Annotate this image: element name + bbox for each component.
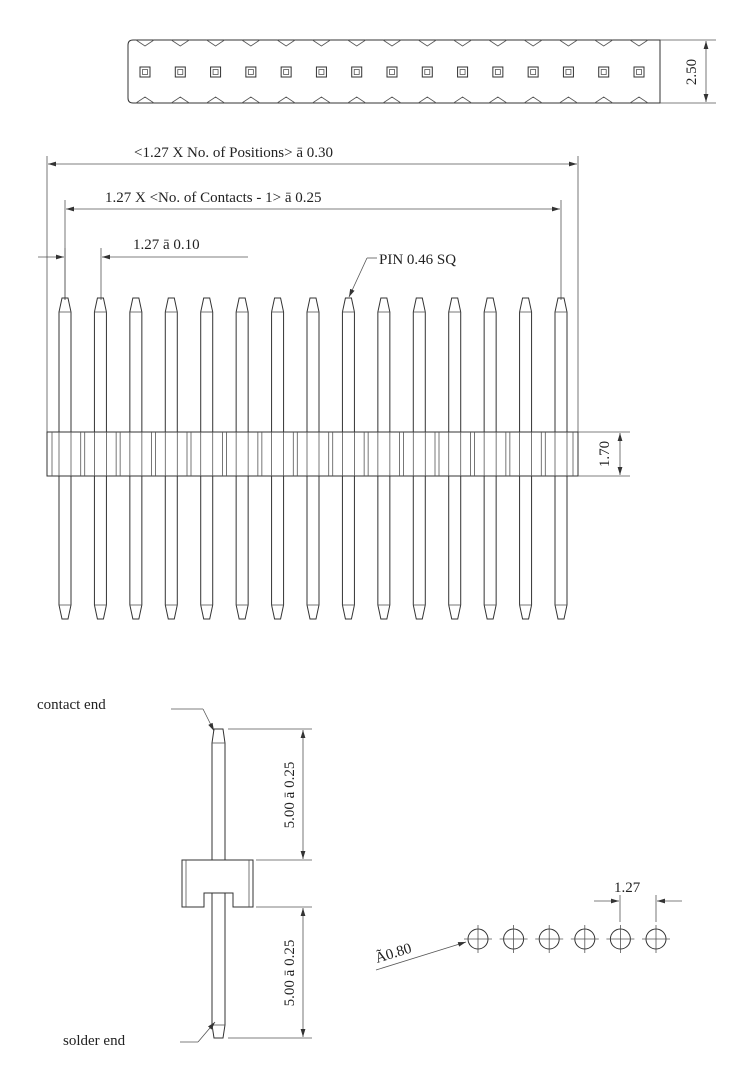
pin-upper (272, 298, 284, 432)
top-pin-square (634, 67, 644, 77)
front-view-pins (59, 298, 567, 619)
pin-lower (484, 476, 496, 619)
hole-pitch-label: 1.27 (614, 880, 641, 896)
top-pin-square-inner (284, 70, 289, 75)
top-pin-square (387, 67, 397, 77)
dimension-overall-length-label: <1.27 X No. of Positions> ā 0.30 (134, 145, 334, 161)
top-pin-square-inner (354, 70, 359, 75)
top-view-notches-top (136, 40, 648, 46)
pin-lower (378, 476, 390, 619)
pin-lower (555, 476, 567, 619)
dimension-overall-length (47, 145, 578, 432)
top-pin-square (563, 67, 573, 77)
pin-lower (342, 476, 354, 619)
hole-diameter-label: Ã0.80 (373, 940, 414, 967)
dimension-pitch-label: 1.27 ā 0.10 (133, 237, 200, 253)
pin-lower (307, 476, 319, 619)
pin-upper (307, 298, 319, 432)
top-pin-square (175, 67, 185, 77)
top-pin-square (316, 67, 326, 77)
pin-upper (449, 298, 461, 432)
dimension-body-height-label: 1.70 (597, 440, 613, 468)
contact-end-label: contact end (37, 697, 106, 713)
top-pin-square-inner (213, 70, 218, 75)
pin-upper (378, 298, 390, 432)
top-pin-square-inner (566, 70, 571, 75)
pin-lower (449, 476, 461, 619)
pin-upper (165, 298, 177, 432)
top-pin-square-inner (425, 70, 430, 75)
top-pin-square (140, 67, 150, 77)
pin-upper (520, 298, 532, 432)
top-pin-square-inner (495, 70, 500, 75)
pin-upper (201, 298, 213, 432)
dimension-contact-span-label: 1.27 X <No. of Contacts - 1> ā 0.25 (105, 190, 322, 206)
dimension-pitch (38, 237, 248, 300)
top-pin-square (422, 67, 432, 77)
pin-upper (555, 298, 567, 432)
pin-upper (59, 298, 71, 432)
top-view (128, 40, 716, 103)
top-view-pin-squares (140, 67, 644, 77)
top-pin-square-inner (248, 70, 253, 75)
dimension-lower-length-label: 5.00 ā 0.25 (282, 939, 298, 1007)
pin-lower (520, 476, 532, 619)
pin-upper (484, 298, 496, 432)
top-pin-square (246, 67, 256, 77)
footprint-holes (464, 925, 670, 953)
top-pin-square-inner (143, 70, 148, 75)
top-pin-square-inner (178, 70, 183, 75)
pin-size-callout (349, 252, 456, 297)
side-pin-lower (212, 893, 225, 1038)
top-pin-square-inner (637, 70, 642, 75)
pin-upper (94, 298, 106, 432)
pin-lower (272, 476, 284, 619)
pin-lower (413, 476, 425, 619)
top-pin-square (211, 67, 221, 77)
pin-lower (201, 476, 213, 619)
pin-upper (342, 298, 354, 432)
footprint-view (373, 880, 682, 970)
top-pin-square-inner (531, 70, 536, 75)
top-view-outline (128, 40, 660, 103)
pin-size-label: PIN 0.46 SQ (379, 252, 457, 268)
top-pin-square (281, 67, 291, 77)
dimension-top-height-label: 2.50 (684, 58, 700, 86)
top-pin-square-inner (460, 70, 465, 75)
front-view-body (47, 432, 578, 476)
top-pin-square (493, 67, 503, 77)
side-pin-upper (212, 729, 225, 860)
top-pin-square-inner (319, 70, 324, 75)
pin-lower (165, 476, 177, 619)
solder-end-label: solder end (63, 1033, 126, 1049)
top-view-notches-bottom (136, 97, 648, 103)
pin-lower (59, 476, 71, 619)
pin-lower (236, 476, 248, 619)
pin-upper (130, 298, 142, 432)
side-body (182, 860, 253, 907)
pin-lower (130, 476, 142, 619)
side-view (37, 697, 312, 1049)
front-view (38, 145, 630, 619)
top-pin-square (528, 67, 538, 77)
top-pin-square (599, 67, 609, 77)
dimension-body-height (578, 432, 630, 476)
top-pin-square-inner (601, 70, 606, 75)
top-pin-square (458, 67, 468, 77)
top-pin-square-inner (390, 70, 395, 75)
top-pin-square (352, 67, 362, 77)
pin-upper (236, 298, 248, 432)
dimension-upper-length-label: 5.00 ā 0.25 (282, 761, 298, 829)
dimension-top-height (660, 40, 716, 103)
pin-lower (94, 476, 106, 619)
pin-upper (413, 298, 425, 432)
